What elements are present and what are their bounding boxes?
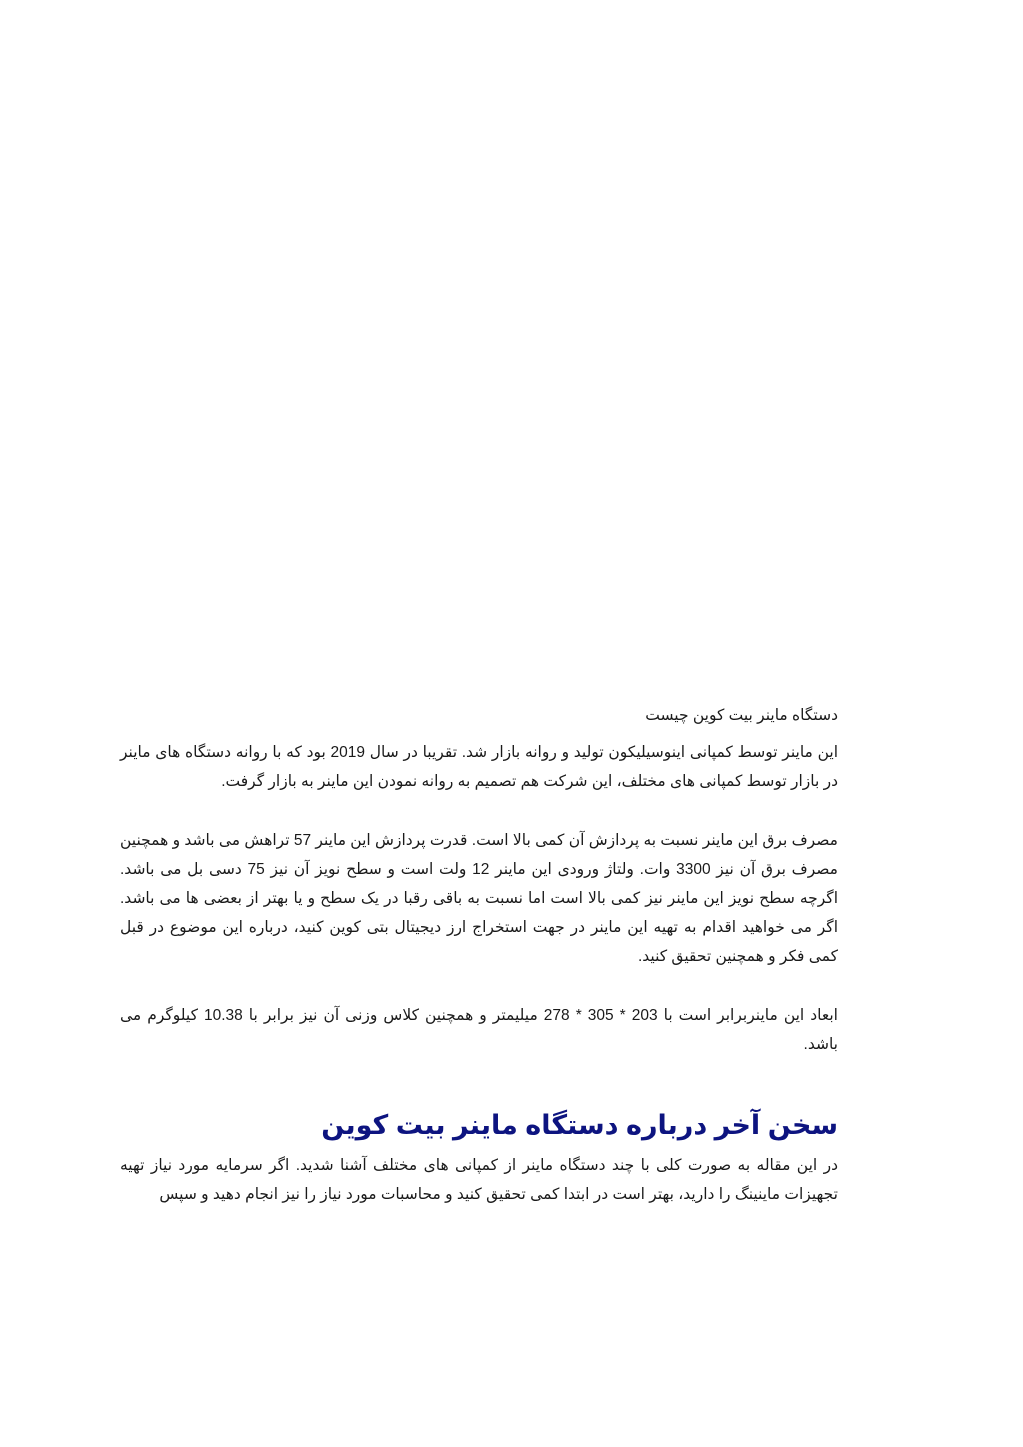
paragraph-spacer	[120, 796, 838, 826]
paragraph-conclusion: در این مقاله به صورت کلی با چند دستگاه ماینر از کمپانی های مختلف آشنا شدید. اگر سرمایه مورد نیاز تهیه تجهیزات ماینینگ را دارید، بهتر است در ابتدا کمی تحقیق کنید و محاسبات مورد نیاز را نیز انجام دهید و سپس	[120, 1157, 838, 1203]
paragraph-dimensions: ابعاد این ماینربرابر است با 203 * 305 * 278 میلیمتر و همچنین کلاس وزنی آن نیز برابر با 10.38 کیلوگرم می باشد.	[120, 1007, 838, 1053]
section-title: دستگاه ماینر بیت کوین چیست	[645, 707, 838, 724]
conclusion-heading: سخن آخر درباره دستگاه ماینر بیت کوین	[321, 1110, 838, 1140]
paragraph-power-consumption: مصرف برق این ماینر نسبت به پردازش آن کمی بالا است. قدرت پردازش این ماینر 57 تراهش می باشد و همچنین مصرف برق آن نیز 3300 وات. ولتاژ ورودی این ماینر 12 ولت است و سطح نویز آن نیز 75 دسی بل می باشد. اگرچه سطح نویز این ماینر نیز کمی بالا است اما نسبت به باقی رقبا در یک سطح و یا بهتر از بعضی ها می باشد. اگر می خواهید اقدام به تهیه این ماینر در جهت استخراج ارز دیجیتال بتی کوین کنید، درباره این موضوع در قبل کمی فکر و همچنین تحقیق کنید.	[120, 832, 838, 965]
paragraph-intro: این ماینر توسط کمپانی اینوسیلیکون تولید و روانه بازار شد. تقریبا در سال 2019 بود که با روانه دستگاه های ماینر در بازار توسط کمپانی های مختلف، این شرکت هم تصمیم به روانه نمودن این ماینر به بازار گرفت.	[120, 744, 839, 790]
paragraph-spacer	[120, 971, 838, 1001]
article-content	[120, 700, 838, 1209]
paragraph-spacer	[120, 1059, 838, 1105]
